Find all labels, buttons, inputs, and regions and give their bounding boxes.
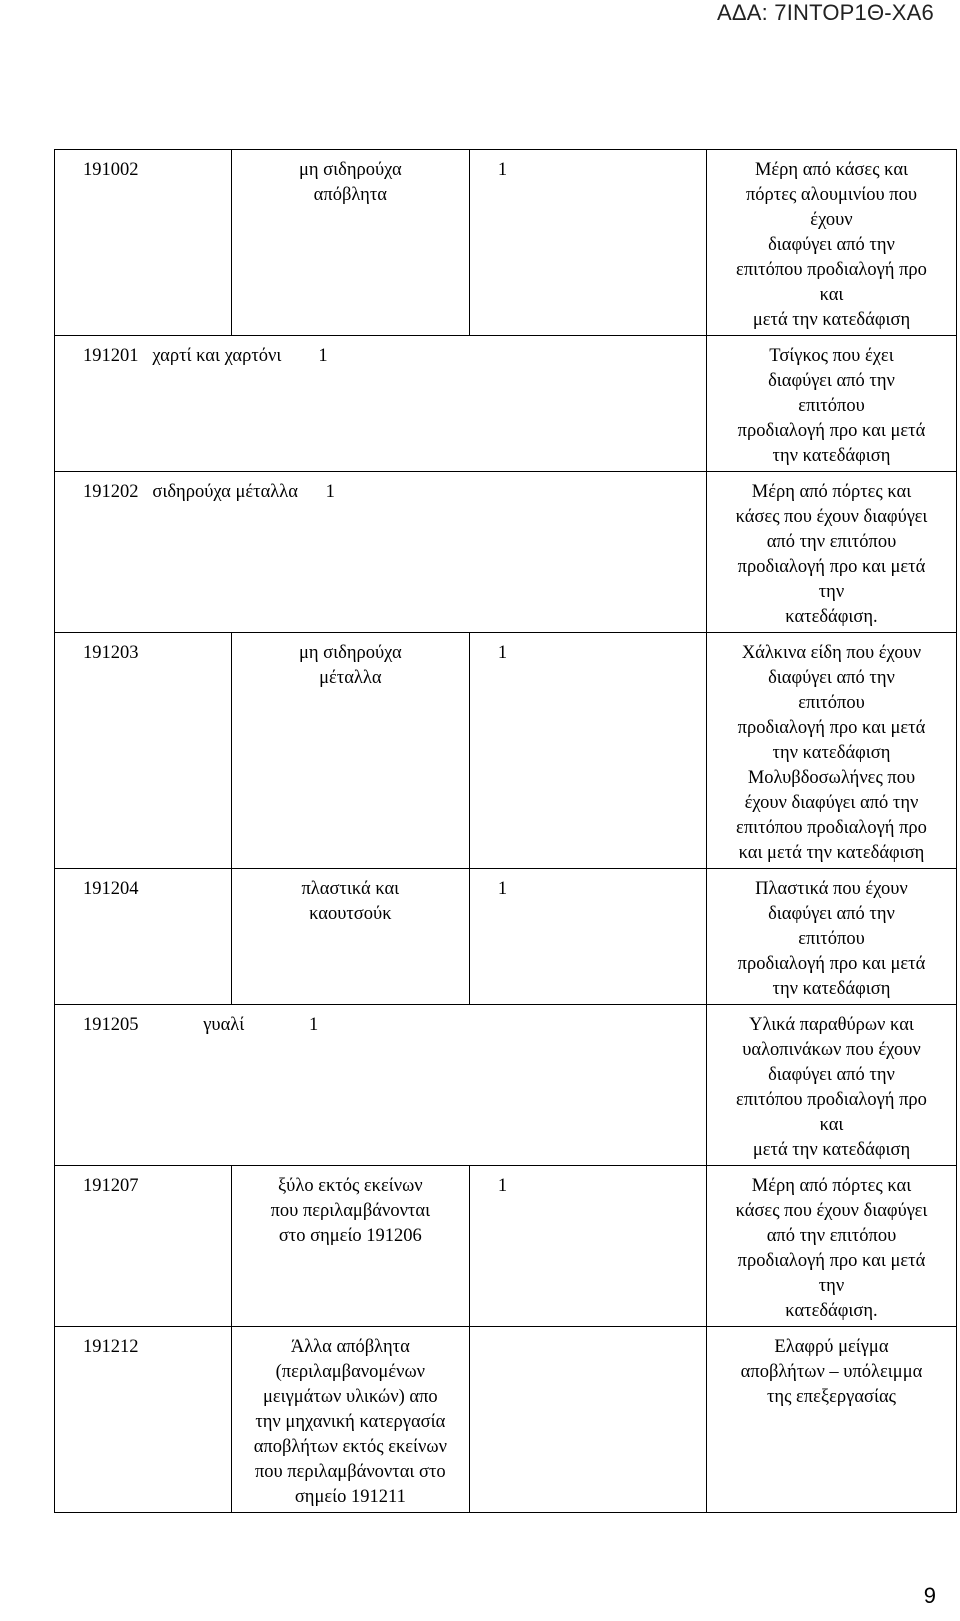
- waste-description-cell: μη σιδηρούχα απόβλητα: [231, 150, 469, 336]
- ada-header: ΑΔΑ: 7ΙΝΤΟΡ1Θ-ΧΑ6: [717, 0, 934, 25]
- quantity-cell: 1: [469, 869, 706, 1005]
- waste-table: [54, 149, 957, 1513]
- table-row: [55, 336, 957, 472]
- page-number: 9: [923, 1583, 936, 1608]
- note-cell: Τσίγκος που έχει διαφύγει από την επιτόπου προδιαλογή προ και μετά την κατεδάφιση: [706, 336, 956, 472]
- note-cell: Ελαφρύ μείγμα αποβλήτων – υπόλειμμα της επεξεργασίας: [706, 1327, 956, 1513]
- waste-description-cell: πλαστικά και καουτσούκ: [231, 869, 469, 1005]
- table-row: [55, 1166, 957, 1327]
- waste-description-cell: ξύλο εκτός εκείνων που περιλαμβάνονται στο σημείο 191206: [231, 1166, 469, 1327]
- quantity-cell: [469, 1327, 706, 1513]
- note-cell: Μέρη από πόρτες και κάσες που έχουν διαφύγει από την επιτόπου προδιαλογή προ και μετά την κατεδάφιση.: [706, 1166, 956, 1327]
- table-row: [55, 1327, 957, 1513]
- row-merged-cell: 191205 γυαλί 1: [55, 1005, 707, 1166]
- waste-description-cell: μη σιδηρούχα μέταλλα: [231, 633, 469, 869]
- quantity-cell: 1: [469, 633, 706, 869]
- table-row: [55, 472, 957, 633]
- row-merged-cell: 191201 χαρτί και χαρτόνι 1: [55, 336, 707, 472]
- waste-code-cell: 191204: [55, 869, 232, 1005]
- table-row: [55, 1005, 957, 1166]
- table-body: [55, 150, 957, 1513]
- row-merged-cell: 191202 σιδηρούχα μέταλλα 1: [55, 472, 707, 633]
- table-row: [55, 869, 957, 1005]
- note-cell: Υλικά παραθύρων και υαλοπινάκων που έχουν διαφύγει από την επιτόπου προδιαλογή προ και μετά την κατεδάφιση: [706, 1005, 956, 1166]
- table-row: [55, 150, 957, 336]
- quantity-cell: 1: [469, 150, 706, 336]
- note-cell: Μέρη από πόρτες και κάσες που έχουν διαφύγει από την επιτόπου προδιαλογή προ και μετά την κατεδάφιση.: [706, 472, 956, 633]
- waste-code-cell: 191002: [55, 150, 232, 336]
- note-cell: Πλαστικά που έχουν διαφύγει από την επιτόπου προδιαλογή προ και μετά την κατεδάφιση: [706, 869, 956, 1005]
- quantity-cell: 1: [469, 1166, 706, 1327]
- waste-description-cell: Άλλα απόβλητα (περιλαμβανομένων μειγμάτων υλικών) απο την μηχανική κατεργασία αποβλήτων εκτός εκείνων που περιλαμβάνονται στο σημείο 191211: [231, 1327, 469, 1513]
- table-row: [55, 633, 957, 869]
- waste-code-cell: 191207: [55, 1166, 232, 1327]
- note-cell: Χάλκινα είδη που έχουν διαφύγει από την επιτόπου προδιαλογή προ και μετά την κατεδάφιση Μολυβδοσωλήνες που έχουν διαφύγει από την επιτόπου προδιαλογή προ και μετά την κατεδάφιση: [706, 633, 956, 869]
- waste-code-cell: 191212: [55, 1327, 232, 1513]
- note-cell: Μέρη από κάσες και πόρτες αλουμινίου που έχουν διαφύγει από την επιτόπου προδιαλογή προ και μετά την κατεδάφιση: [706, 150, 956, 336]
- waste-code-cell: 191203: [55, 633, 232, 869]
